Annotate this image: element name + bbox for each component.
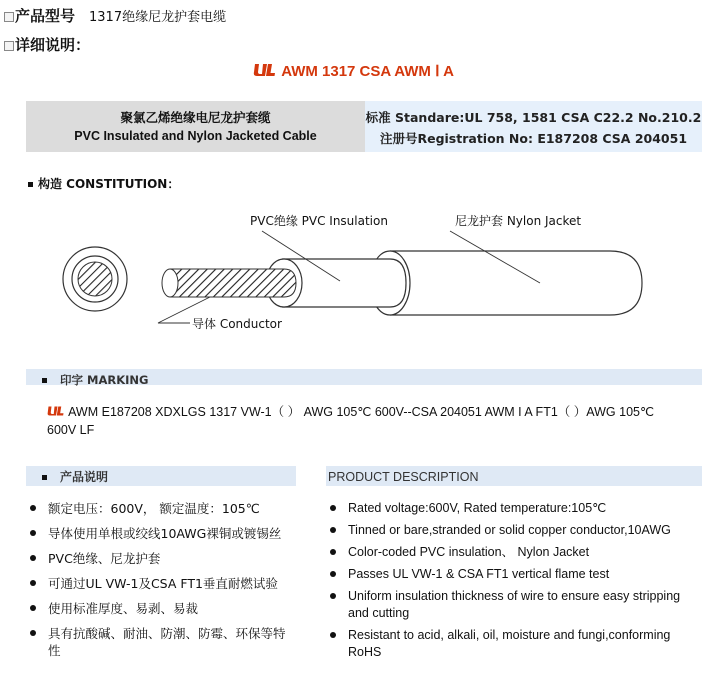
title-text: AWM 1317 CSA AWM Ⅰ A	[281, 63, 454, 80]
square-bullet-icon	[28, 182, 33, 187]
list-item: 可通过UL VW-1及CSA FT1垂直耐燃试验	[28, 575, 288, 592]
spec-registration: 注册号Registration No: E187208 CSA 204051	[379, 131, 688, 146]
list-item: PVC绝缘、尼龙护套	[28, 550, 288, 567]
desc-cn-label: 产品说明	[34, 470, 108, 484]
spec-name-cell	[26, 101, 365, 152]
nylon-jacket-shape	[390, 251, 642, 315]
list-item: Passes UL VW-1 & CSA FT1 vertical flame test	[328, 566, 698, 583]
conductor-label: 导体 Conductor	[192, 317, 282, 331]
page-title	[0, 62, 707, 80]
list-item: 具有抗酸碱、耐油、防潮、防霉、环保等特性	[28, 625, 288, 659]
list-item: 使用标准厚度、易剥、易裁	[28, 600, 288, 617]
conductor-shape	[170, 269, 296, 297]
product-model-label: 产品型号	[15, 7, 76, 25]
spec-standard: 标准 Standare:UL 758, 1581 CSA C22.2 No.210.2	[365, 110, 702, 125]
ul-logo-small-icon	[47, 407, 68, 419]
marking-label: 印字 MARKING	[34, 373, 148, 387]
desc-en-list	[328, 500, 698, 666]
cross-section	[63, 247, 127, 311]
desc-en-label: PRODUCT DESCRIPTION	[328, 470, 479, 484]
marking-content: AWM E187208 XDXLGS 1317 VW-1（ ） AWG 105℃ 600V--CSA 204051 AWM I A FT1（ ）AWG 105℃ 600V LF	[47, 405, 655, 437]
ul-logo-icon	[253, 63, 281, 80]
list-item: Rated voltage:600V, Rated temperature:105℃	[328, 500, 698, 517]
marking-bar	[26, 369, 702, 385]
detail-line	[4, 34, 90, 55]
product-model-value: 1317绝缘尼龙护套电缆	[89, 10, 227, 25]
pvc-insulation-label: PVC绝缘 PVC Insulation	[250, 214, 388, 228]
product-model-line	[4, 5, 226, 26]
square-bullet-icon	[42, 475, 47, 480]
list-item: 导体使用单根或绞线10AWG裸铜或镀锡丝	[28, 525, 288, 542]
square-bullet-icon	[42, 378, 47, 383]
list-item: Color-coded PVC insulation、 Nylon Jacket	[328, 544, 698, 561]
nylon-jacket-label: 尼龙护套 Nylon Jacket	[455, 214, 582, 228]
construction-heading	[28, 175, 179, 192]
marking-text	[47, 404, 677, 439]
bullet-box-icon	[4, 41, 14, 51]
spec-name-en: PVC Insulated and Nylon Jacketed Cable	[74, 129, 317, 143]
list-item: 额定电压：600V， 额定温度：105℃	[28, 500, 288, 517]
spec-standard-cell	[365, 101, 702, 152]
desc-cn-list	[28, 500, 288, 667]
construction-label: 构造 CONSTITUTION：	[38, 177, 180, 191]
spec-name-cn: 聚氯乙烯绝缘电尼龙护套缆	[120, 110, 271, 125]
list-item: Uniform insulation thickness of wire to ensure easy stripping and cutting	[328, 588, 698, 622]
detail-label: 详细说明：	[15, 36, 91, 54]
desc-en-bar	[326, 466, 702, 486]
spec-table	[26, 101, 702, 152]
bullet-box-icon	[4, 12, 14, 22]
desc-cn-bar	[26, 466, 296, 486]
list-item: Resistant to acid, alkali, oil, moisture and fungi,conforming RoHS	[328, 627, 698, 661]
list-item: Tinned or bare,stranded or solid copper conductor,10AWG	[328, 522, 698, 539]
cable-diagram	[50, 205, 670, 345]
